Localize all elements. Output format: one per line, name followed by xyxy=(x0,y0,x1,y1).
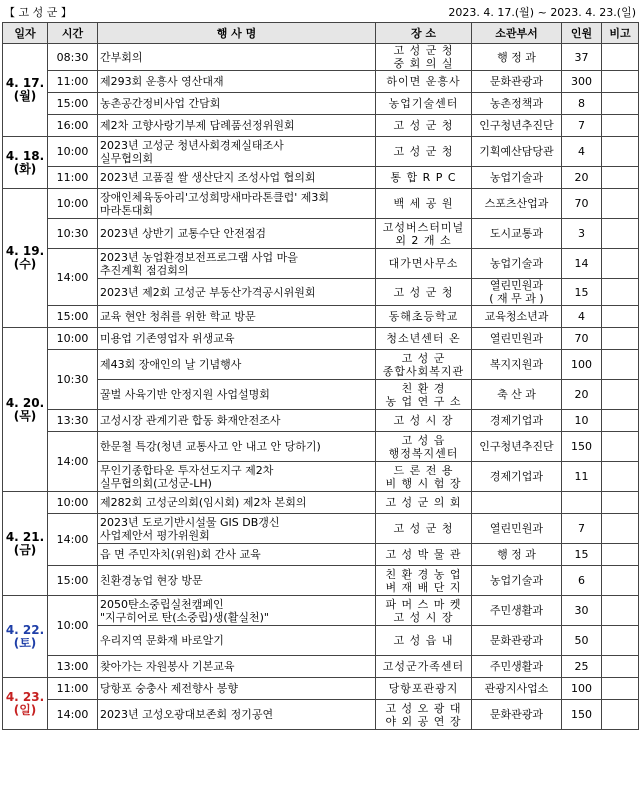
note-cell xyxy=(602,44,639,71)
table-row xyxy=(3,462,639,492)
dept-cell: 행 정 과 xyxy=(472,544,562,566)
place-cell: 고 성 읍 내 xyxy=(376,626,472,656)
count-cell: 20 xyxy=(562,167,602,189)
table-row xyxy=(3,514,639,544)
note-cell xyxy=(602,71,639,93)
note-cell xyxy=(602,137,639,167)
table-row xyxy=(3,350,639,380)
place-cell: 농업기술센터 xyxy=(376,93,472,115)
dept-cell: 인구청년추진단 xyxy=(472,115,562,137)
dept-cell: 농업기술과 xyxy=(472,167,562,189)
count-cell xyxy=(562,492,602,514)
count-cell: 100 xyxy=(562,678,602,700)
note-cell xyxy=(602,514,639,544)
dept-cell: 복지지원과 xyxy=(472,350,562,380)
place-cell: 고 성 군 종합사회복지관 xyxy=(376,350,472,380)
count-cell: 37 xyxy=(562,44,602,71)
count-cell: 7 xyxy=(562,514,602,544)
time-cell: 08:30 xyxy=(48,44,98,71)
count-cell: 7 xyxy=(562,115,602,137)
event-title-cell: 2050탄소중립실천캠페인 "지구히어로 탄(소중립)생(활실천)" xyxy=(98,596,376,626)
place-cell: 대가면사무소 xyxy=(376,249,472,279)
table-row xyxy=(3,328,639,350)
event-title-cell: 고성시장 관계기관 합동 화재안전조사 xyxy=(98,410,376,432)
note-cell xyxy=(602,167,639,189)
table-row xyxy=(3,678,639,700)
time-cell: 10:00 xyxy=(48,137,98,167)
dept-cell: 문화관광과 xyxy=(472,71,562,93)
table-row xyxy=(3,544,639,566)
page-header xyxy=(0,0,640,22)
count-cell: 10 xyxy=(562,410,602,432)
dept-cell: 교육청소년과 xyxy=(472,306,562,328)
time-cell: 14:00 xyxy=(48,432,98,492)
count-cell: 30 xyxy=(562,596,602,626)
date-cell: 4. 23. (일) xyxy=(3,678,48,730)
note-cell xyxy=(602,115,639,137)
count-cell: 4 xyxy=(562,306,602,328)
place-cell: 고 성 군 청 xyxy=(376,115,472,137)
col-note-header: 비고 xyxy=(602,23,639,44)
count-cell: 25 xyxy=(562,656,602,678)
col-event-header: 행 사 명 xyxy=(98,23,376,44)
event-title-cell: 무인기종합타운 투자선도지구 제2차 실무협의회(고성군-LH) xyxy=(98,462,376,492)
dept-cell: 축 산 과 xyxy=(472,380,562,410)
schedule-table xyxy=(2,22,639,730)
event-title-cell: 2023년 고성군 청년사회경제실태조사 실무협의회 xyxy=(98,137,376,167)
note-cell xyxy=(602,544,639,566)
event-title-cell: 간부회의 xyxy=(98,44,376,71)
count-cell: 15 xyxy=(562,279,602,306)
dept-cell: 주민생활과 xyxy=(472,596,562,626)
count-cell: 20 xyxy=(562,380,602,410)
count-cell: 100 xyxy=(562,350,602,380)
count-cell: 70 xyxy=(562,189,602,219)
event-title-cell: 제43회 장애인의 날 기념행사 xyxy=(98,350,376,380)
note-cell xyxy=(602,626,639,656)
date-cell: 4. 18. (화) xyxy=(3,137,48,189)
date-cell: 4. 19. (수) xyxy=(3,189,48,328)
event-title-cell: 2023년 고품질 쌀 생산단지 조성사업 협의회 xyxy=(98,167,376,189)
place-cell: 당항포관광지 xyxy=(376,678,472,700)
count-cell: 11 xyxy=(562,462,602,492)
table-row xyxy=(3,189,639,219)
date-cell: 4. 21. (금) xyxy=(3,492,48,596)
note-cell xyxy=(602,700,639,730)
note-cell xyxy=(602,596,639,626)
table-row xyxy=(3,219,639,249)
count-cell: 4 xyxy=(562,137,602,167)
time-cell: 10:00 xyxy=(48,492,98,514)
date-cell: 4. 17. (월) xyxy=(3,44,48,137)
table-row xyxy=(3,410,639,432)
dept-cell: 농업기술과 xyxy=(472,249,562,279)
dept-cell: 주민생활과 xyxy=(472,656,562,678)
dept-cell: 스포츠산업과 xyxy=(472,189,562,219)
time-cell: 14:00 xyxy=(48,514,98,566)
table-row xyxy=(3,492,639,514)
time-cell: 10:00 xyxy=(48,328,98,350)
event-title-cell: 꿀벌 사육기반 안정지원 사업설명회 xyxy=(98,380,376,410)
place-cell: 고 성 오 광 대 야 외 공 연 장 xyxy=(376,700,472,730)
note-cell xyxy=(602,279,639,306)
note-cell xyxy=(602,410,639,432)
dept-cell: 농촌정책과 xyxy=(472,93,562,115)
place-cell: 청소년센터 온 xyxy=(376,328,472,350)
table-row xyxy=(3,279,639,306)
time-cell: 13:00 xyxy=(48,656,98,678)
time-cell: 11:00 xyxy=(48,71,98,93)
date-cell: 4. 20. (목) xyxy=(3,328,48,492)
event-title-cell: 제2차 고향사랑기부제 답례품선정위원회 xyxy=(98,115,376,137)
count-cell: 150 xyxy=(562,432,602,462)
table-row xyxy=(3,71,639,93)
dept-cell: 열린민원과 xyxy=(472,514,562,544)
time-cell: 14:00 xyxy=(48,249,98,306)
time-cell: 10:00 xyxy=(48,189,98,219)
count-cell: 8 xyxy=(562,93,602,115)
table-row xyxy=(3,44,639,71)
place-cell: 고 성 박 물 관 xyxy=(376,544,472,566)
note-cell xyxy=(602,189,639,219)
table-row xyxy=(3,656,639,678)
count-cell: 150 xyxy=(562,700,602,730)
place-cell: 백 세 공 원 xyxy=(376,189,472,219)
place-cell: 친 환 경 농 업 벼 재 배 단 지 xyxy=(376,566,472,596)
place-cell: 고 성 읍 행정복지센터 xyxy=(376,432,472,462)
place-cell: 고 성 군 청 중 회 의 실 xyxy=(376,44,472,71)
note-cell xyxy=(602,566,639,596)
event-title-cell: 제282회 고성군의회(임시회) 제2차 본회의 xyxy=(98,492,376,514)
note-cell xyxy=(602,219,639,249)
col-time-header: 시간 xyxy=(48,23,98,44)
note-cell xyxy=(602,249,639,279)
place-cell: 고 성 군 청 xyxy=(376,137,472,167)
place-cell: 드 론 전 용 비 행 시 험 장 xyxy=(376,462,472,492)
note-cell xyxy=(602,306,639,328)
count-cell: 6 xyxy=(562,566,602,596)
event-title-cell: 농촌공간정비사업 간담회 xyxy=(98,93,376,115)
note-cell xyxy=(602,432,639,462)
time-cell: 10:00 xyxy=(48,596,98,656)
note-cell xyxy=(602,380,639,410)
event-title-cell: 장애인체육동아리'고성희망새마라톤클럽' 제3회 마라톤대회 xyxy=(98,189,376,219)
note-cell xyxy=(602,93,639,115)
event-title-cell: 당항포 숭충사 제전향사 봉향 xyxy=(98,678,376,700)
note-cell xyxy=(602,492,639,514)
note-cell xyxy=(602,350,639,380)
place-cell: 고성버스터미널 외 2 개 소 xyxy=(376,219,472,249)
note-cell xyxy=(602,656,639,678)
table-row xyxy=(3,626,639,656)
table-row xyxy=(3,306,639,328)
count-cell: 70 xyxy=(562,328,602,350)
place-cell: 친 환 경 농 업 연 구 소 xyxy=(376,380,472,410)
dept-cell: 관광지사업소 xyxy=(472,678,562,700)
count-cell: 14 xyxy=(562,249,602,279)
event-title-cell: 2023년 상반기 교통수단 안전점검 xyxy=(98,219,376,249)
place-cell: 동해초등학교 xyxy=(376,306,472,328)
dept-cell: 경제기업과 xyxy=(472,410,562,432)
col-date-header: 일자 xyxy=(3,23,48,44)
dept-cell: 열린민원과 ( 재 무 과 ) xyxy=(472,279,562,306)
time-cell: 15:00 xyxy=(48,566,98,596)
place-cell: 고 성 군 청 xyxy=(376,279,472,306)
time-cell: 13:30 xyxy=(48,410,98,432)
event-title-cell: 2023년 제2회 고성군 부동산가격공시위원회 xyxy=(98,279,376,306)
table-header-row xyxy=(3,23,639,44)
count-cell: 300 xyxy=(562,71,602,93)
table-row xyxy=(3,596,639,626)
time-cell: 10:30 xyxy=(48,219,98,249)
dept-cell: 문화관광과 xyxy=(472,700,562,730)
schedule-body xyxy=(3,44,639,730)
table-row xyxy=(3,249,639,279)
event-title-cell: 우리지역 문화재 바로알기 xyxy=(98,626,376,656)
event-title-cell: 친환경농업 현장 방문 xyxy=(98,566,376,596)
event-title-cell: 미용업 기존영업자 위생교육 xyxy=(98,328,376,350)
table-row xyxy=(3,115,639,137)
dept-cell: 경제기업과 xyxy=(472,462,562,492)
table-row xyxy=(3,380,639,410)
count-cell: 3 xyxy=(562,219,602,249)
event-title-cell: 읍 면 주민자치(위원)회 간사 교육 xyxy=(98,544,376,566)
time-cell: 15:00 xyxy=(48,93,98,115)
dept-cell: 인구청년추진단 xyxy=(472,432,562,462)
time-cell: 14:00 xyxy=(48,700,98,730)
dept-cell: 행 정 과 xyxy=(472,44,562,71)
dept-cell xyxy=(472,492,562,514)
event-title-cell: 2023년 농업환경보전프로그램 사업 마을 추진계획 점검회의 xyxy=(98,249,376,279)
org-label: 【 고 성 군 】 xyxy=(4,6,72,19)
dept-cell: 농업기술과 xyxy=(472,566,562,596)
dept-cell: 도시교통과 xyxy=(472,219,562,249)
place-cell: 고성군가족센터 xyxy=(376,656,472,678)
event-title-cell: 한문철 특강(청년 교통사고 안 내고 안 당하기) xyxy=(98,432,376,462)
col-place-header: 장 소 xyxy=(376,23,472,44)
event-title-cell: 2023년 도로기반시설물 GIS DB갱신 사업제안서 평가위원회 xyxy=(98,514,376,544)
dept-cell: 열린민원과 xyxy=(472,328,562,350)
note-cell xyxy=(602,678,639,700)
table-row xyxy=(3,566,639,596)
place-cell: 하이면 운흥사 xyxy=(376,71,472,93)
table-row xyxy=(3,432,639,462)
place-cell: 고 성 군 의 회 xyxy=(376,492,472,514)
table-row xyxy=(3,93,639,115)
table-row xyxy=(3,700,639,730)
event-title-cell: 찾아가는 자원봉사 기본교육 xyxy=(98,656,376,678)
table-row xyxy=(3,137,639,167)
dept-cell: 기획예산담당관 xyxy=(472,137,562,167)
event-title-cell: 교육 현안 청취를 위한 학교 방문 xyxy=(98,306,376,328)
date-cell: 4. 22. (토) xyxy=(3,596,48,678)
place-cell: 파 머 스 마 켓 고 성 시 장 xyxy=(376,596,472,626)
count-cell: 50 xyxy=(562,626,602,656)
time-cell: 16:00 xyxy=(48,115,98,137)
dept-cell: 문화관광과 xyxy=(472,626,562,656)
note-cell xyxy=(602,328,639,350)
event-title-cell: 제293회 운흥사 영산대재 xyxy=(98,71,376,93)
place-cell: 고 성 시 장 xyxy=(376,410,472,432)
time-cell: 15:00 xyxy=(48,306,98,328)
time-cell: 11:00 xyxy=(48,167,98,189)
table-row xyxy=(3,167,639,189)
col-dept-header: 소관부서 xyxy=(472,23,562,44)
schedule-period: 2023. 4. 17.(월) ~ 2023. 4. 23.(일) xyxy=(448,6,636,19)
place-cell: 고 성 군 청 xyxy=(376,514,472,544)
col-count-header: 인원 xyxy=(562,23,602,44)
event-title-cell: 2023년 고성오광대보존회 정기공연 xyxy=(98,700,376,730)
time-cell: 10:30 xyxy=(48,350,98,410)
note-cell xyxy=(602,462,639,492)
place-cell: 통 합 R P C xyxy=(376,167,472,189)
time-cell: 11:00 xyxy=(48,678,98,700)
count-cell: 15 xyxy=(562,544,602,566)
